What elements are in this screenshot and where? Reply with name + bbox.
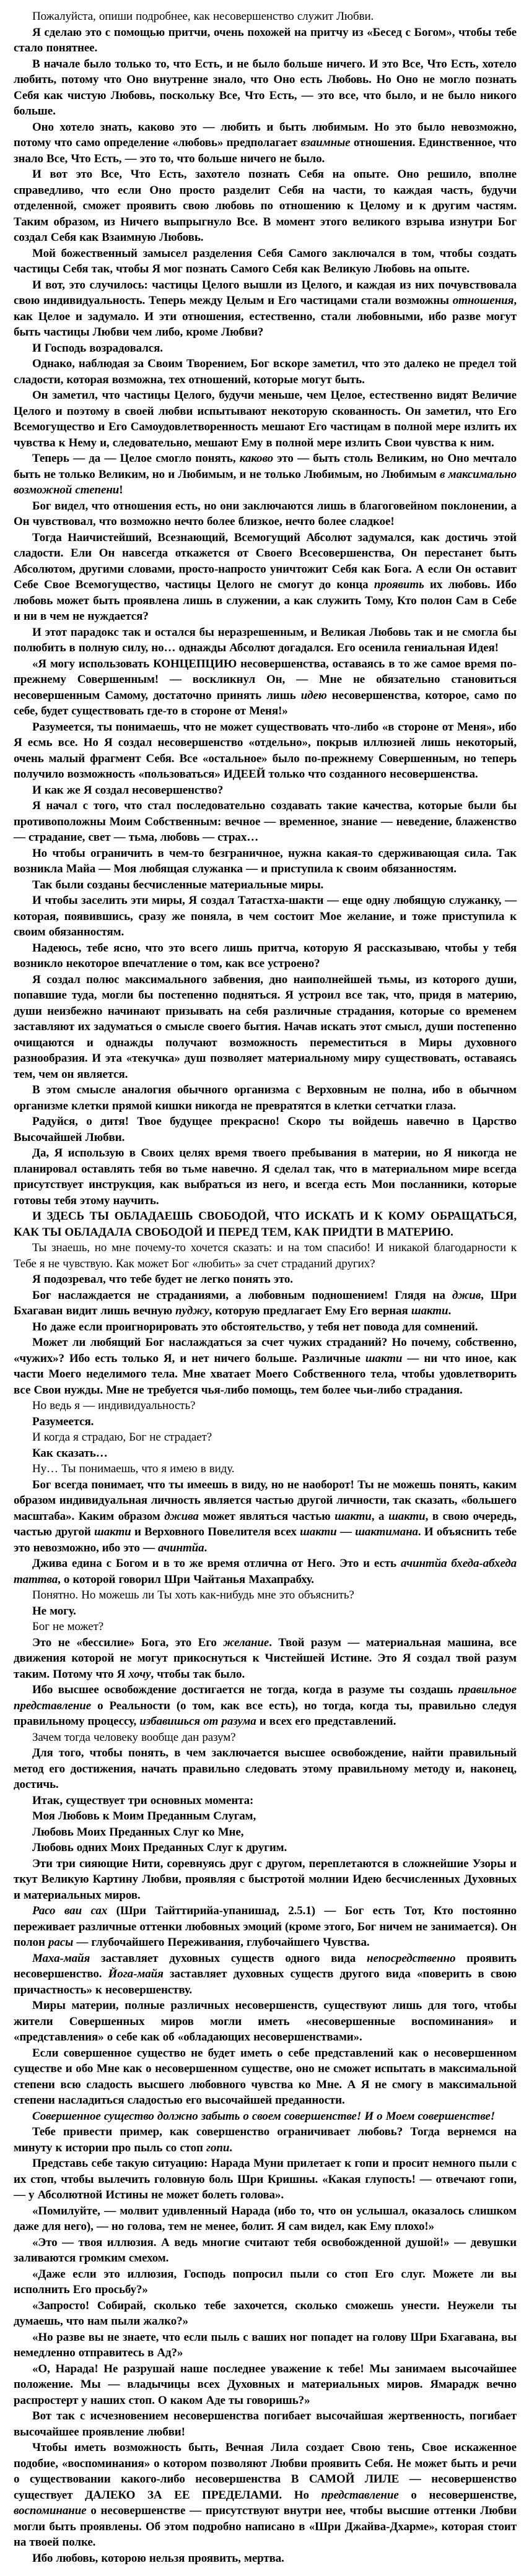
paragraph-1: Пожалуйста, опиши подробнее, как несовершенство служит Любви. (32, 10, 374, 23)
paragraph-33: Но ведь я — индивидуальность? (32, 1399, 196, 1412)
paragraph-28: Ты знаешь, но мне почему-то хочется сказать: и на том спасибо! И никакой благодарности к Тебе я не чувствую. Как может Бог «любить» за счет страданий других? (14, 1241, 517, 1270)
paragraph-15: «Я могу использовать КОНЦЕПЦИЮ несовершенства, оставаясь в то же самое время по-прежнему Совершенным! — воскликнул Он, — Мне не обязательно становиться несовершенным Самому, достаточно принять лишь идею несовершенства, которое, само по себе, будет существовать где-то в стороне от Меня!» (14, 657, 517, 718)
paragraph-10: Он заметил, что частицы Целого, будучи меньше, чем Целое, естественно видят Величие Целого и поэтому в своей любви испытывают некоторую скованность. Он заметил, что Его Всемогущество и Его Самоудовлетворенность мешают Его частицам в полной мере излить их чувства к Нему и, следовательно, мешают Ему в полной мере излить Свои чувства к ним. (14, 389, 517, 449)
paragraph-23: Я создал полюс максимального забвения, дно наиполнейшей тьмы, из которого души, попавшие туда, могли бы постепенно подняться. Я устроил все так, что, придя в материю, души неизбежно начинают призывать на себя различные страдания, которые со временем заставляют их задуматься о смысле своего бытия. Начав искать этот смысл, души постепенно очищаются и однажды получают возможность переместиться в Миры духовного разнообразия. И эта «текучка» душ позволяет материальному миру существовать, оставаясь тем, чем он является. (14, 973, 517, 1081)
paragraph-20: Так были созданы бесчисленные материальные миры. (32, 878, 324, 891)
paragraph-21: И чтобы заселить эти миры, Я создал Татастха-шакти — еще одну любящую служанку, — которая, появившись, сразу же поняла, в чем состоит Мое желание, и тоже приступила к своим обязанностям. (14, 894, 517, 939)
paragraph-36: Как сказать… (32, 1446, 108, 1460)
paragraph-31: Но даже если проигнорировать это обстоятельство, у тебя нет повода для сомнений. (32, 1320, 478, 1334)
paragraph-64: «О, Нарада! Не разрушай наше последнее уважение к тебе! Мы занимаем высочайшее положение. Мы — владычицы всех Духовных и материальных миров. Ямарадж вечно распростерт у наших стоп. О каком Аде ты говоришь?» (14, 2362, 517, 2407)
paragraph-7: И вот, это случилось: частицы Целого вышли из Целого, и каждая из них почувствовала свою индивидуальность. Теперь между Целым и Его частицами стали возможны отношения, как Целое и задумало. И эти отношения, естественно, стали любовными, ибо разве могут быть частицы Любви чем либо, кроме Любви? (14, 278, 517, 339)
paragraph-16: Разумеется, ты понимаешь, что не может существовать что-либо «в стороне от Меня», ибо Я есмь все. Но Я создал несовершенство «отдельно», покрыв иллюзией лишь некоторый, очень малый фрагмент Себя. Все «остальное» было по-прежнему Совершенным, но теперь получило возможность «пользоваться» ИДЕЕЙ только что созданного несовершенства. (14, 720, 517, 781)
paragraph-39: Джива едина с Богом и в то же время отлична от Него. Это и есть ачинтйа бхеда-абхеда таттва, о которой говорил Шри Чайтанья Махапрабху. (14, 1557, 517, 1586)
paragraph-32: Может ли любящий Бог наслаждаться за счет чужих страданий? Но почему, собственно, «чужих»? Ибо есть только Я, и нет ничего больше. Различные шакти — ни что иное, как части Моего неделимого тела. Мне хватает Моего Собственного тела, чтобы удовлетворить все Свои нужды. Мне не требуется чья-либо помощь, тем более чьи-либо страдания. (14, 1336, 517, 1397)
paragraph-62: «Запросто! Собирай, сколько тебе захочется, сколько сможешь унести. Неужели ты думаешь, что нам пыли жалко?» (14, 2299, 517, 2328)
paragraph-52: Расо ваи сах (Шри Тайттирийа-упанишад, 2.5.1) — Бог есть Тот, Кто постоянно переживает различные оттенки любовных эмоций (кроме этого, Бог ничем не занимается). Он полон расы — глубочайшего Переживания, глубочайшего Чувства. (14, 1904, 517, 1949)
paragraph-13: Тогда Наичистейший, Всезнающий, Всемогущий Абсолют задумался, как достичь этой сладости. Ели Он навсегда откажется от Своего Всесовершенства, Он перестанет быть Абсолютом, другими словами, просто-напросто уничтожит Себя как Бога. А если Он оставит Себе Свое Всемогущество, частицы Целого не смогут до конца проявить их любовь. Ибо любовь может быть проявлена лишь в служении, а как служить Тому, Кто полон Сам в Себе и ни в чем не нуждается? (14, 531, 517, 623)
paragraph-61: «Даже если это иллюзия, Господь попросил пыли со стоп Его слуг. Можете ли вы исполнить Его просьбу?» (14, 2267, 517, 2296)
paragraph-55: Если совершенное существо не будет иметь о себе представлений как о несовершенном существе и обо Мне как о несовершенном существе, оно не сможет испытать в максимальной степени всю сладость высшего любовного чувства ко Мне. А Я не смогу в максимальной степени насладиться сладостью его высочайшей преданности. (14, 2046, 517, 2107)
paragraph-29: Я подозревал, что тебе будет не легко понять это. (32, 1273, 293, 1286)
paragraph-41: Не могу. (32, 1604, 76, 1618)
document-body (14, 9, 517, 2566)
paragraph-30: Бог наслаждается не страданиями, а любовным подношением! Глядя на джив, Шри Бхагаван видит лишь вечную пуджу, которую предлагает Ему Его верная шакти. (14, 1288, 517, 1317)
paragraph-40: Понятно. Но можешь ли Ты хоть как-нибудь мне это объяснить? (32, 1589, 354, 1602)
paragraph-27: И ЗДЕСЬ ТЫ ОБЛАДАЕШЬ СВОБОДОЙ, ЧТО ИСКАТЬ И К КОМУ ОБРАЩАТЬСЯ, КАК ТЫ ОБЛАДАЛА СВОБОДОЙ И ПЕРЕД ТЕМ, КАК ПРИДТИ В МАТЕРИЮ. (14, 1210, 517, 1239)
paragraph-22: Надеюсь, тебе ясно, что это всего лишь притча, которую Я рассказываю, чтобы у тебя возникло некоторое впечатление о том, как все устроено? (14, 941, 517, 970)
paragraph-12: Бог видел, что отношения есть, но они заключаются лишь в благоговейном поклонении, а Он чувствовал, что возможно нечто более близкое, нечто более сладкое! (14, 499, 517, 528)
paragraph-65: Вот так с исчезновением несовершенства погибает высочайшая жертвенность, погибает высочайшее проявление любви! (14, 2409, 517, 2439)
paragraph-19: Но чтобы ограничить в чем-то безграничное, нужна какая-то сдерживающая сила. Так возникла Майа — Моя любящая служанка — и приступила к своим обязанностям. (14, 846, 517, 875)
paragraph-47: Итак, существует три основных момента: (32, 1793, 254, 1807)
paragraph-9: Однако, наблюдая за Своим Творением, Бог вскоре заметил, что это далеко не предел той сладости, которая возможна, тех отношений, которые могут быть. (14, 357, 517, 386)
paragraph-60: «Это — твоя иллюзия. А ведь многие считают тебя освобожденной душой!» — девушки заливаются громким смехом. (14, 2236, 517, 2265)
paragraph-46: Для того, чтобы понять, в чем заключается высшее освобождение, найти правильный метод его достижения, начать правильно следовать этому правильному методу и, наконец, достичь. (14, 1746, 517, 1791)
paragraph-57: Тебе привести пример, как совершенство ограничивает любовь? Тогда вернемся на минуту к истории про пыль со стоп гопи. (14, 2125, 517, 2154)
paragraph-51: Эти три сияющие Нити, соревнуясь друг с другом, переплетаются в сложнейшие Узоры и ткут Великую Картину Любви, проявляя с быстротой молнии Идею бесчисленных Духовных и материальных миров. (14, 1857, 517, 1902)
paragraph-42: Бог не может? (32, 1620, 104, 1633)
paragraph-49: Любовь Моих Преданных Слуг ко Мне, (32, 1825, 244, 1839)
paragraph-35: И когда я страдаю, Бог не страдает? (32, 1431, 212, 1444)
paragraph-45: Зачем тогда человеку вообще дан разум? (32, 1730, 236, 1744)
paragraph-66: Чтобы иметь возможность быть, Вечная Лила создает Свою тень, Свое искаженное подобие, «воспоминания» о котором позволяют Любви проявить Себя. Не может быть и речи о существовании какого-либо несовершенства В САМОЙ ЛИЛЕ — несовершенство существует ДАЛЕКО ЗА ЕЕ ПРЕДЕЛАМИ. Но представление о несовершенстве, воспоминание о несовершенстве — присутствуют внутри нее, чтобы высшие оттенки Любви могли быть проявлены. Об этом подробно написано в «Шри Джайва-Дхарме», которая стоит на твоей полке. (14, 2441, 517, 2549)
paragraph-44: Ибо высшее освобождение достигается не тогда, когда в разуме ты создашь правильное представление о Реальности (о том, как все есть), но тогда, когда ты, правильно следуя правильному процессу, избавишься от разума и всех его представлений. (14, 1683, 517, 1728)
paragraph-11: Теперь — да — Целое смогло понять, каково это — быть столь Великим, но Оно мечтало быть не только Великим, но и Любимым, и не только Любимым, но Любимым в максимально возможной степени! (14, 452, 517, 497)
paragraph-2: Я сделаю это с помощью притчи, очень похожей на притчу из «Бесед с Богом», чтобы тебе стало понятнее. (14, 25, 517, 54)
paragraph-25: Радуйся, о дитя! Твое будущее прекрасно! Скоро ты войдешь навечно в Царство Высочайшей Любви. (14, 1115, 517, 1144)
paragraph-63: «Но разве вы не знаете, что если пыль с ваших ног попадет на голову Шри Бхагавана, вы немедленно отправитесь в Ад?» (14, 2330, 517, 2359)
paragraph-6: Мой божественный замысел разделения Себя Самого заключался в том, чтобы создать частицы Себя так, чтобы Я мог познать Самого Себя как Великую Любовь на опыте. (14, 246, 517, 275)
paragraph-43: Это не «бессилие» Бога, это Его желание. Твой разум — материальная машина, все движения которой не могут прикоснуться к Чистейшей Истине. Это Я создал твой разум таким. Потому что Я хочу, чтобы так было. (14, 1636, 517, 1681)
paragraph-38: Бог всегда понимает, что ты имеешь в виду, но не наоборот! Ты не можешь понять, каким образом индивидуальная личность является частью другой личности, так сказать, «большего масштаба». Каким образом джива может являться частью шакти, а шакти, в свою очередь, частью другой шакти и Верховного Повелителя всех шакти — шактимана. И объяснить тебе это невозможно, ибо это — ачинтйа. (14, 1478, 517, 1555)
paragraph-59: «Помилуйте, — молвит удивленный Нарада (ибо то, что он услышал, оказалось слишком даже для него), — но голова, тем не менее, болит. Я сам видел, как Ему плохо!» (14, 2204, 517, 2233)
paragraph-18: Я начал с того, что стал последовательно создавать такие качества, которые были бы противоположны Моим Собственным: вечное — временное, знание — неведение, блаженство — страдание, свет — тьма, любовь — страх… (14, 799, 517, 844)
paragraph-14: И этот парадокс так и остался бы неразрешенным, и Великая Любовь так и не смогла бы полюбить в полную силу, но… однажды Абсолют догадался. Его осенила гениальная Идея! (14, 625, 517, 654)
paragraph-24: В этом смысле аналогия обычного организма с Верховным не полна, ибо в обычном организме клетки прямой кишки никогда не превратятся в клетки сетчатки глаза. (14, 1083, 517, 1112)
paragraph-4: Оно хотело знать, каково это — любить и быть любимым. Но это было невозможно, потому что само определение «любовь» предполагает взаимные отношения. Единственное, что знало Все, Что Есть, — это то, что больше ничего не было. (14, 120, 517, 165)
paragraph-58: Представь себе такую ситуацию: Нарада Муни прилетает к гопи и просит немного пыли с их стоп, чтобы вылечить головную боль Шри Кришны. «Какая глупость! — отвечают гопи, — у Абсолютной Истины не может болеть голова». (14, 2157, 517, 2201)
paragraph-8: И Господь возрадовался. (32, 341, 163, 355)
paragraph-37: Ну… Ты понимаешь, что я имею в виду. (32, 1462, 235, 1475)
paragraph-56: Совершенное существо должно забыть о своем совершенстве! И о Моем совершенстве! (32, 2109, 495, 2123)
paragraph-54: Миры материи, полные различных несовершенств, существуют лишь для того, чтобы жители Совершенных миров могли иметь «несовершенные воспоминания» и «представления» о себе как об «обладающих несовершенствами». (14, 1999, 517, 2044)
paragraph-34: Разумеется. (32, 1415, 94, 1428)
paragraph-3: В начале было только то, что Есть, и не было больше ничего. И это Все, Что Есть, хотело любить, потому что Оно внутренне знало, что Оно есть Любовь. Но Оно не могло познать Себя как чистую Любовь, поскольку Все, Что Есть, — это все, что было, и не было никого больше. (14, 57, 517, 118)
paragraph-5: И вот это Все, Что Есть, захотело познать Себя на опыте. Оно решило, вполне справедливо, что если Оно просто разделит Себя на части, то каждая часть, будучи отделенной, сможет проявить свою любовь по отношению к Целому и к другим частям. Таким образом, из Ничего выпрыгнуло Все. В момент этого великого взрыва изнутри Бог создал Себя как Взаимную Любовь. (14, 168, 517, 244)
paragraph-48: Моя Любовь к Моим Преданным Слугам, (32, 1810, 256, 1823)
paragraph-26: Да, Я использую в Своих целях время твоего пребывания в материи, но Я никогда не планировал оставлять тебя во тьме навечно. Я сделал так, что в материальном мире всегда присутствует инструкция, как выбраться из него, и всегда есть Мои посланники, которые готовы тебя этому научить. (14, 1147, 517, 1207)
paragraph-17: И как же Я создал несовершенство? (32, 783, 224, 797)
paragraph-53: Маха-майя заставляет духовных существ одного вида непосредственно проявить несовершенство. Йога-майя заставляет духовных существ другого вида «поверить в свою причастность» к несовершенству. (14, 1951, 517, 1997)
paragraph-50: Любовь одних Моих Преданных Слуг к другим. (32, 1841, 287, 1854)
paragraph-67: Ибо любовь, которою нельзя проявить, мертва. (32, 2551, 284, 2565)
